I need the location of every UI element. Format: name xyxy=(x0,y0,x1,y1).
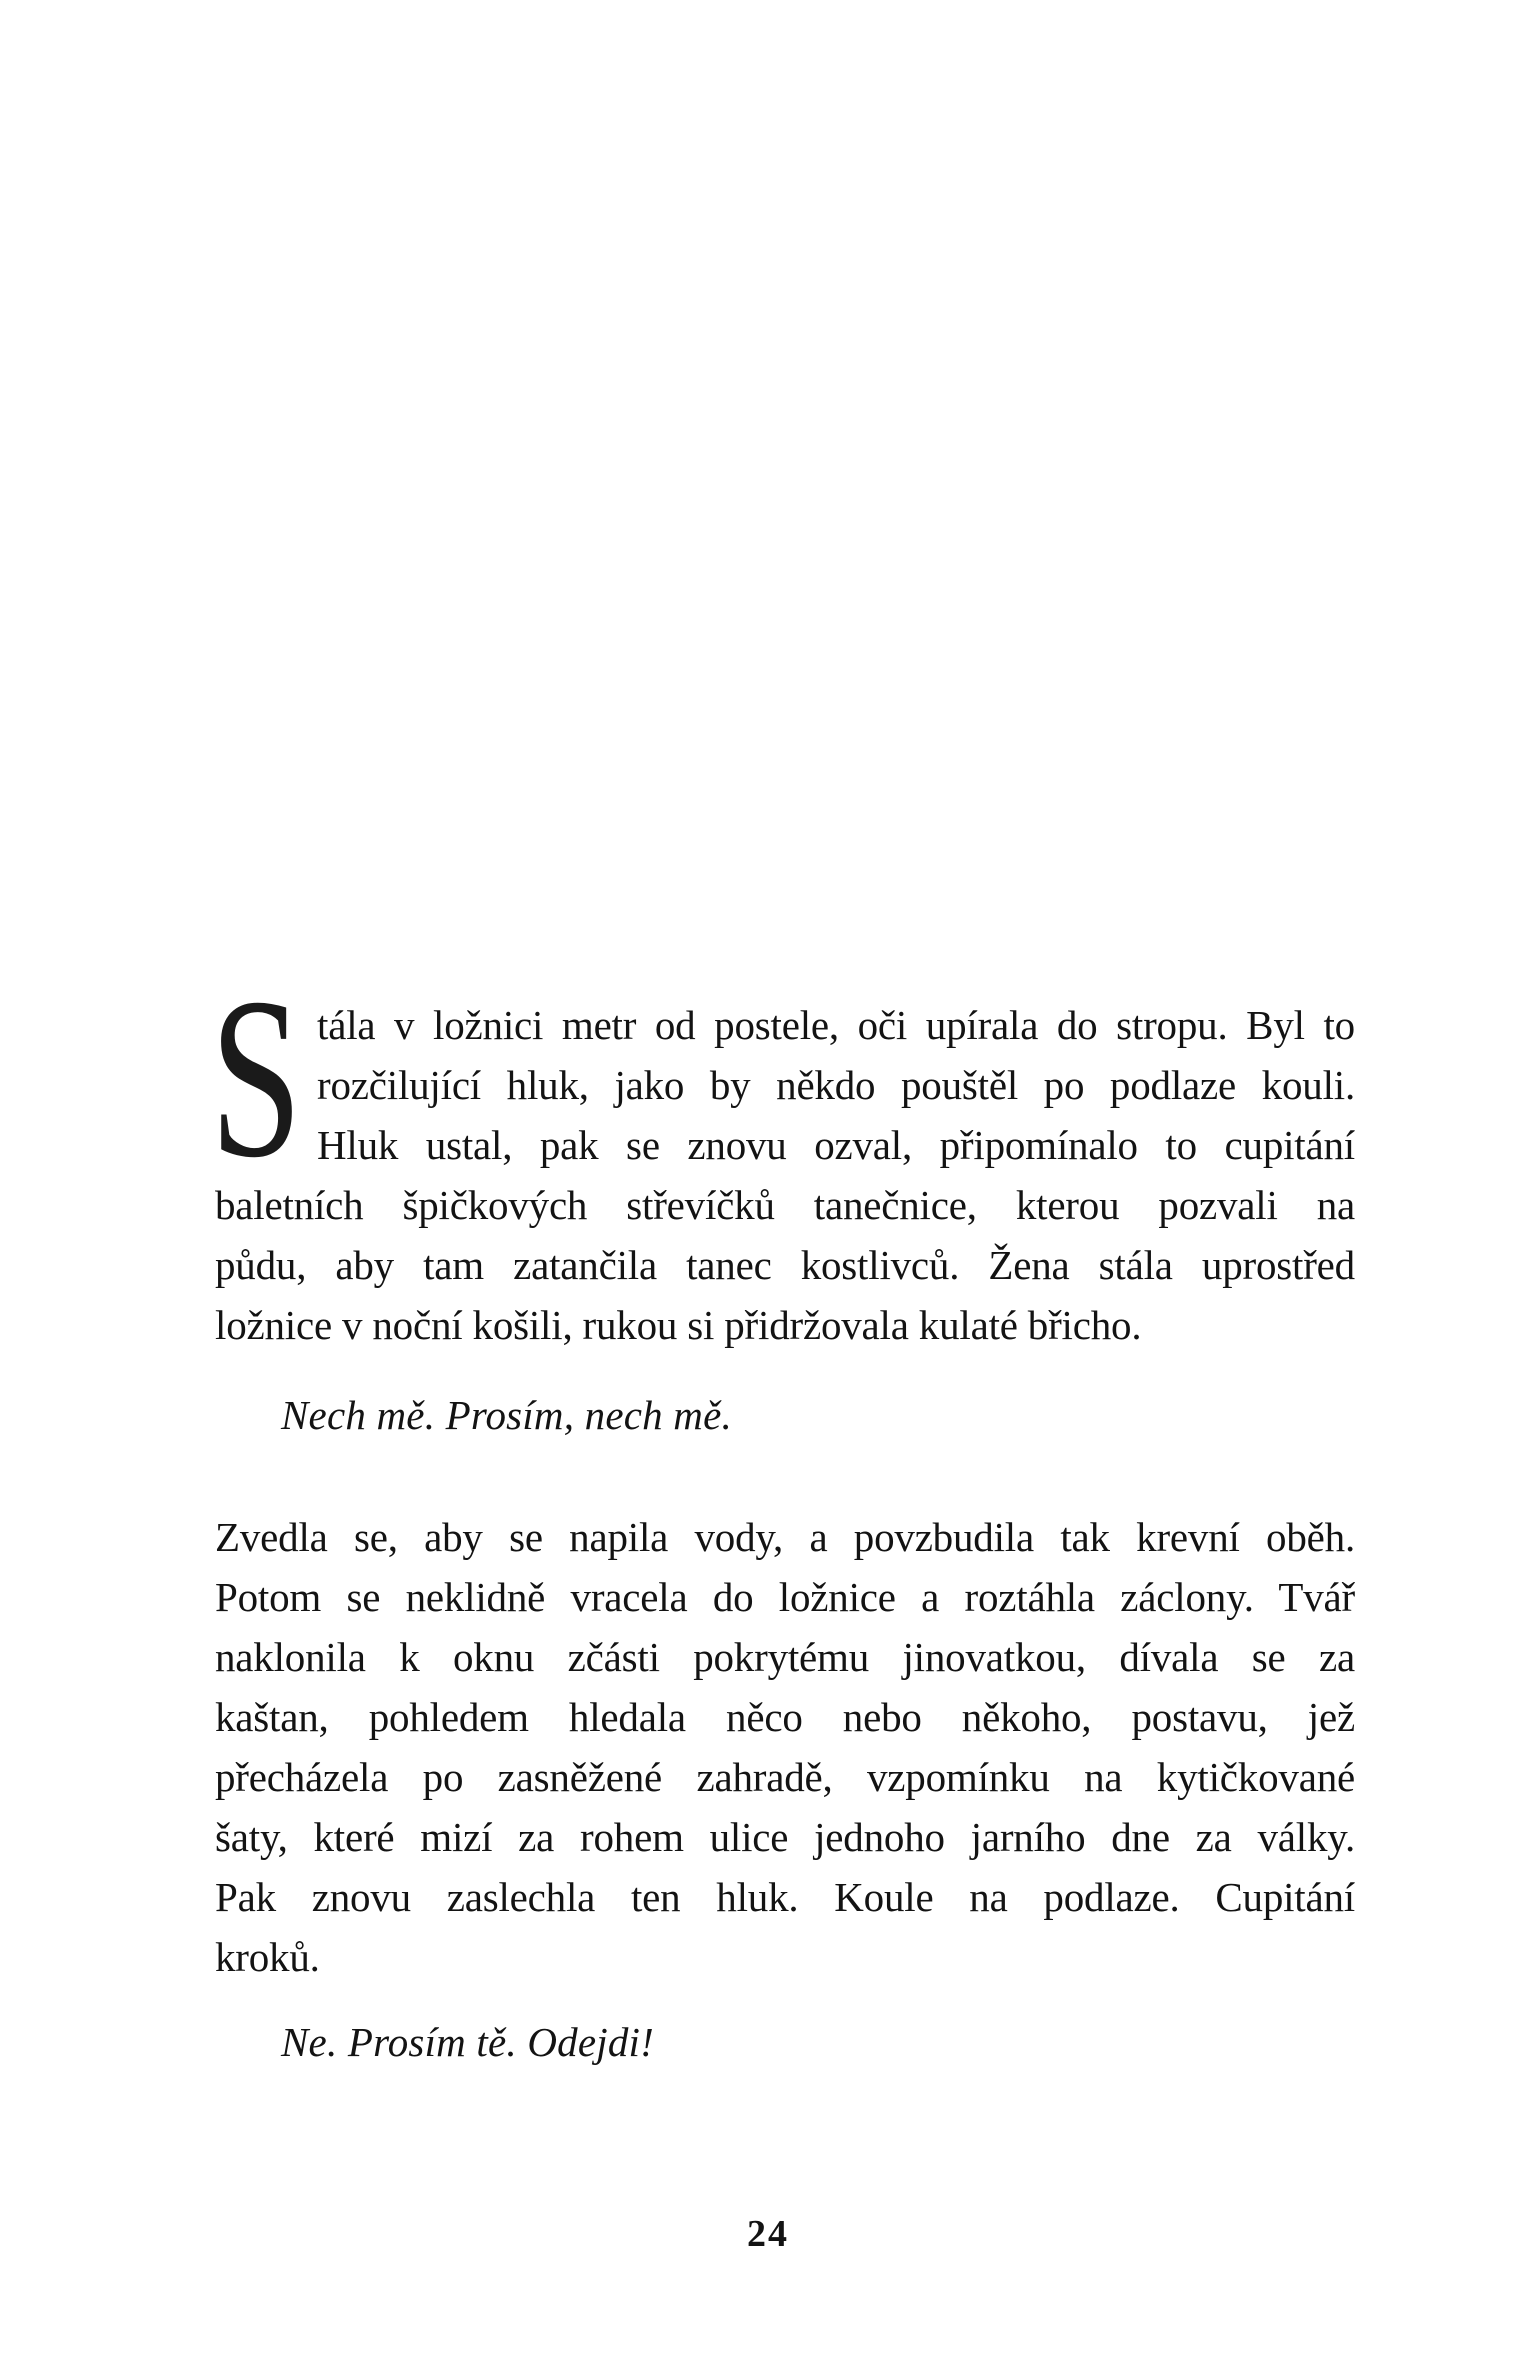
opening-paragraph xyxy=(210,950,1355,1355)
inner-monologue-line-1: Nech mě. Prosím, nech mě. xyxy=(281,1392,732,1438)
text-line: kaštan, pohledem hledala něco nebo někoho, postavu, jež xyxy=(215,1694,1355,1740)
text-line: baletních špičkových střevíčků tanečnice, kterou pozvali na xyxy=(215,1182,1355,1228)
text-line: tála v ložnici metr od postele, oči upírala do stropu. Byl to xyxy=(317,1002,1355,1048)
text-line: rozčilující hluk, jako by někdo pouštěl po podlaze kouli. xyxy=(317,1062,1355,1108)
text-line: Zvedla se, aby se napila vody, a povzbudila tak krevní oběh. xyxy=(215,1514,1355,1560)
text-line: Hluk ustal, pak se znovu ozval, připomínalo to cupitání xyxy=(317,1122,1355,1168)
second-paragraph-lines xyxy=(215,1507,1355,1987)
opening-paragraph-lines xyxy=(215,995,1355,1355)
text-line: přecházela po zasněžené zahradě, vzpomínku na kytičkované xyxy=(215,1754,1355,1800)
text-block xyxy=(210,950,1355,2072)
text-line: půdu, aby tam zatančila tanec kostlivců. Žena stála uprostřed xyxy=(215,1242,1355,1288)
text-line: Potom se neklidně vracela do ložnice a roztáhla záclony. Tvář xyxy=(215,1574,1355,1620)
text-line: naklonila k oknu zčásti pokrytému jinovatkou, dívala se za xyxy=(215,1634,1355,1680)
text-line: ložnice v noční košili, rukou si přidržovala kulaté břicho. xyxy=(215,1302,1142,1348)
text-line: šaty, které mizí za rohem ulice jednoho jarního dne za války. xyxy=(215,1814,1355,1860)
drop-cap: S xyxy=(210,950,303,1205)
text-line: Pak znovu zaslechla ten hluk. Koule na podlaze. Cupitání xyxy=(215,1874,1355,1920)
second-paragraph xyxy=(215,1507,1355,1987)
text-line: kroků. xyxy=(215,1934,320,1980)
page-number: 24 xyxy=(747,2213,789,2255)
inner-monologue-line-2: Ne. Prosím tě. Odejdi! xyxy=(281,2019,654,2065)
